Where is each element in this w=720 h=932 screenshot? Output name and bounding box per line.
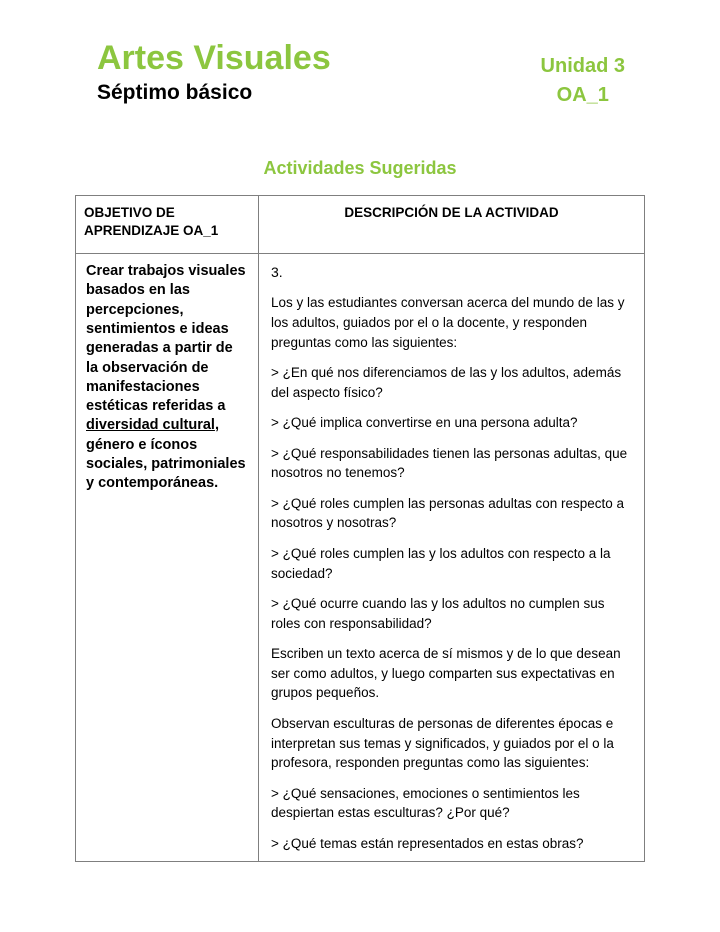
- description-column-header: DESCRIPCIÓN DE LA ACTIVIDAD: [259, 196, 645, 254]
- objective-text-underlined: diversidad cultural: [86, 417, 215, 434]
- header-left: [97, 40, 331, 104]
- activity-question: > ¿Qué temas están representados en estas obras?: [271, 835, 584, 851]
- activity-question: > ¿Qué sensaciones, emociones o sentimientos les despiertan estas esculturas? ¿Por qué?: [271, 785, 580, 821]
- unit-label: Unidad 3: [540, 55, 625, 77]
- subject-title: Artes Visuales: [97, 39, 331, 77]
- header-right: [541, 40, 625, 110]
- table-header-row: [76, 196, 645, 254]
- grade-level: Séptimo básico: [97, 81, 253, 105]
- activity-question: > ¿Qué roles cumplen las personas adultas con respecto a nosotros y nosotras?: [271, 495, 625, 531]
- activity-question: > ¿Qué ocurre cuando las y los adultos no cumplen sus roles con responsabilidad?: [271, 596, 605, 631]
- objective-cell: [76, 254, 259, 862]
- activity-question: > ¿Qué responsabilidades tienen las personas adultas, que nosotros no tenemos?: [271, 445, 628, 481]
- oa-label: OA_1: [556, 84, 609, 106]
- activity-paragraph: Observan esculturas de personas de diferentes épocas e interpretan sus temas y significados, y guiados por el o la profesora, responden preguntas como las siguientes:: [271, 715, 614, 771]
- activity-question: > ¿Qué implica convertirse en una persona adulta?: [271, 415, 578, 431]
- table-body-row: [76, 254, 645, 862]
- objective-text-before: Crear trabajos visuales basados en las percepciones, sentimientos e ideas generadas a partir de la observación de manifestaciones estéticas referidas a: [86, 263, 246, 415]
- page-title: Actividades Sugeridas: [263, 158, 457, 178]
- activity-paragraph: Escriben un texto acerca de sí mismos y de lo que desean ser como adultos, y luego comparten sus expectativas en grupos pequeños.: [271, 646, 621, 701]
- document-header: [75, 40, 645, 110]
- objective-column-header: OBJETIVO DE APRENDIZAJE OA_1: [76, 196, 259, 254]
- activity-question: > ¿En qué nos diferenciamos de las y los adultos, además del aspecto físico?: [271, 365, 622, 400]
- activity-cell: [259, 254, 645, 862]
- activity-number: 3.: [271, 264, 283, 281]
- activities-table: [75, 195, 645, 862]
- activity-paragraph-intro: Los y las estudiantes conversan acerca del mundo de las y los adultos, guiados por el o la docente, y responden preguntas como las siguientes:: [271, 295, 625, 350]
- objective-text-after: , género e íconos sociales, patrimoniales y contemporáneas.: [86, 417, 246, 492]
- activity-question: > ¿Qué roles cumplen las y los adultos con respecto a la sociedad?: [271, 546, 611, 581]
